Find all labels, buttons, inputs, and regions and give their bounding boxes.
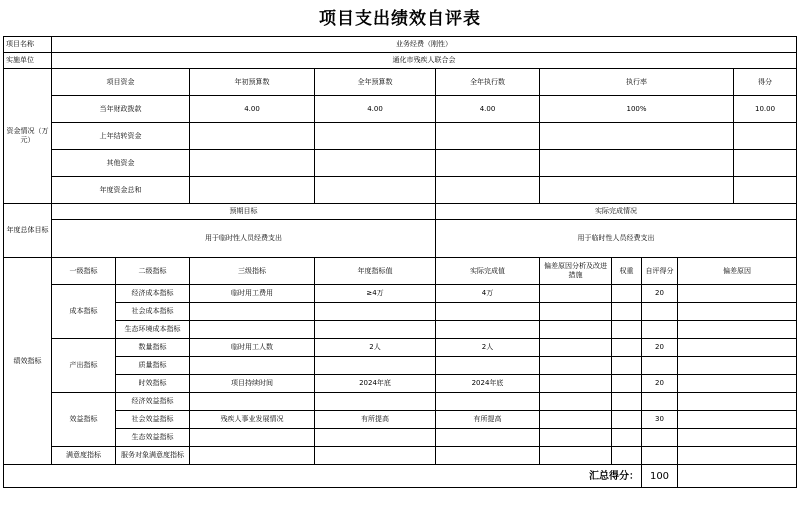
funds-row xyxy=(4,96,797,123)
funds-row-label: 当年财政拨款 xyxy=(52,96,190,123)
funds-row xyxy=(4,150,797,177)
funds-rate: 100% xyxy=(540,96,734,123)
funds-initial xyxy=(190,150,315,177)
funds-executed xyxy=(436,123,540,150)
expected-goal-value: 用于临时性人员经费支出 xyxy=(52,220,436,258)
actual-value xyxy=(436,303,540,321)
unit-label: 实施单位 xyxy=(4,53,52,69)
perf-header: 三级指标 xyxy=(190,258,315,285)
funds-row xyxy=(4,123,797,150)
self-score xyxy=(642,447,678,465)
target-value xyxy=(315,429,436,447)
level3-indicator: 项目持续时间 xyxy=(190,375,315,393)
actual-value: 2024年底 xyxy=(436,375,540,393)
funds-header: 全年预算数 xyxy=(315,69,436,96)
funds-header: 执行率 xyxy=(540,69,734,96)
actual-value: 2人 xyxy=(436,339,540,357)
actual-value: 4万 xyxy=(436,285,540,303)
self-score: 20 xyxy=(642,285,678,303)
funds-row-label: 上年结转资金 xyxy=(52,123,190,150)
self-score xyxy=(642,393,678,411)
perf-header: 偏差原因 xyxy=(678,258,797,285)
funds-annual xyxy=(315,177,436,204)
level3-indicator xyxy=(190,321,315,339)
perf-row xyxy=(4,375,797,393)
funds-section-label: 资金情况（万元） xyxy=(4,69,52,204)
level2-indicator: 生态环境成本指标 xyxy=(116,321,190,339)
project-name-value: 业务经费（刚性） xyxy=(52,37,797,53)
level3-indicator xyxy=(190,429,315,447)
form-title: 项目支出绩效自评表 xyxy=(319,9,481,29)
funds-rate xyxy=(540,150,734,177)
level1-indicator: 满意度指标 xyxy=(52,447,116,465)
target-value: 有所提高 xyxy=(315,411,436,429)
funds-initial xyxy=(190,177,315,204)
actual-value xyxy=(436,429,540,447)
level2-indicator: 经济成本指标 xyxy=(116,285,190,303)
level3-indicator xyxy=(190,447,315,465)
level3-indicator xyxy=(190,357,315,375)
level3-indicator xyxy=(190,303,315,321)
funds-score xyxy=(734,177,797,204)
perf-row xyxy=(4,447,797,465)
perf-header: 权重 xyxy=(612,258,642,285)
funds-executed xyxy=(436,177,540,204)
actual-value xyxy=(436,321,540,339)
target-value: 2人 xyxy=(315,339,436,357)
expected-goal-header: 预期目标 xyxy=(52,204,436,220)
funds-initial: 4.00 xyxy=(190,96,315,123)
funds-annual: 4.00 xyxy=(315,96,436,123)
funds-executed xyxy=(436,150,540,177)
perf-row xyxy=(4,393,797,411)
funds-header: 得分 xyxy=(734,69,797,96)
project-name-label: 项目名称 xyxy=(4,37,52,53)
perf-row xyxy=(4,285,797,303)
target-value: ≥4万 xyxy=(315,285,436,303)
target-value xyxy=(315,321,436,339)
actual-goal-header: 实际完成情况 xyxy=(436,204,797,220)
funds-row-label: 其他资金 xyxy=(52,150,190,177)
perf-header: 年度指标值 xyxy=(315,258,436,285)
target-value xyxy=(315,357,436,375)
funds-row xyxy=(4,177,797,204)
actual-value xyxy=(436,447,540,465)
perf-row xyxy=(4,321,797,339)
funds-header: 年初预算数 xyxy=(190,69,315,96)
actual-value xyxy=(436,357,540,375)
goals-section-label: 年度总体目标 xyxy=(4,204,52,258)
funds-row-label: 年度资金总和 xyxy=(52,177,190,204)
perf-section-label: 绩效指标 xyxy=(4,258,52,465)
level3-indicator: 临时用工人数 xyxy=(190,339,315,357)
self-score xyxy=(642,429,678,447)
target-value xyxy=(315,393,436,411)
perf-row xyxy=(4,339,797,357)
perf-row xyxy=(4,357,797,375)
self-score xyxy=(642,321,678,339)
actual-value: 有所提高 xyxy=(436,411,540,429)
funds-rate xyxy=(540,123,734,150)
funds-annual xyxy=(315,123,436,150)
funds-score: 10.00 xyxy=(734,96,797,123)
actual-value xyxy=(436,393,540,411)
perf-header: 自评得分 xyxy=(642,258,678,285)
level1-indicator: 成本指标 xyxy=(52,285,116,339)
funds-rate xyxy=(540,177,734,204)
funds-score xyxy=(734,150,797,177)
level3-indicator: 临时用工费用 xyxy=(190,285,315,303)
perf-header: 二级指标 xyxy=(116,258,190,285)
target-value: 2024年底 xyxy=(315,375,436,393)
total-score-value: 100 xyxy=(642,465,678,488)
funds-annual xyxy=(315,150,436,177)
level2-indicator: 社会成本指标 xyxy=(116,303,190,321)
target-value xyxy=(315,303,436,321)
actual-goal-value: 用于临时性人员经费支出 xyxy=(436,220,797,258)
self-score: 20 xyxy=(642,375,678,393)
total-score-label: 汇总得分： xyxy=(4,465,642,488)
level2-indicator: 服务对象满意度指标 xyxy=(116,447,190,465)
perf-header: 偏差原因分析及改进措施 xyxy=(540,258,612,285)
self-score: 20 xyxy=(642,339,678,357)
level2-indicator: 社会效益指标 xyxy=(116,411,190,429)
unit-value: 通化市残疾人联合会 xyxy=(52,53,797,69)
funds-header: 项目资金 xyxy=(52,69,190,96)
level2-indicator: 经济效益指标 xyxy=(116,393,190,411)
funds-initial xyxy=(190,123,315,150)
self-score: 30 xyxy=(642,411,678,429)
self-score xyxy=(642,303,678,321)
level1-indicator: 产出指标 xyxy=(52,339,116,393)
level2-indicator: 生态效益指标 xyxy=(116,429,190,447)
perf-row xyxy=(4,411,797,429)
level1-indicator: 效益指标 xyxy=(52,393,116,447)
perf-header: 实际完成值 xyxy=(436,258,540,285)
perf-row xyxy=(4,303,797,321)
funds-executed: 4.00 xyxy=(436,96,540,123)
level3-indicator xyxy=(190,393,315,411)
funds-score xyxy=(734,123,797,150)
level2-indicator: 时效指标 xyxy=(116,375,190,393)
self-score xyxy=(642,357,678,375)
funds-header: 全年执行数 xyxy=(436,69,540,96)
evaluation-table xyxy=(3,36,797,488)
level2-indicator: 质量指标 xyxy=(116,357,190,375)
perf-header: 一级指标 xyxy=(52,258,116,285)
level3-indicator: 残疾人事业发展情况 xyxy=(190,411,315,429)
level2-indicator: 数量指标 xyxy=(116,339,190,357)
target-value xyxy=(315,447,436,465)
perf-row xyxy=(4,429,797,447)
